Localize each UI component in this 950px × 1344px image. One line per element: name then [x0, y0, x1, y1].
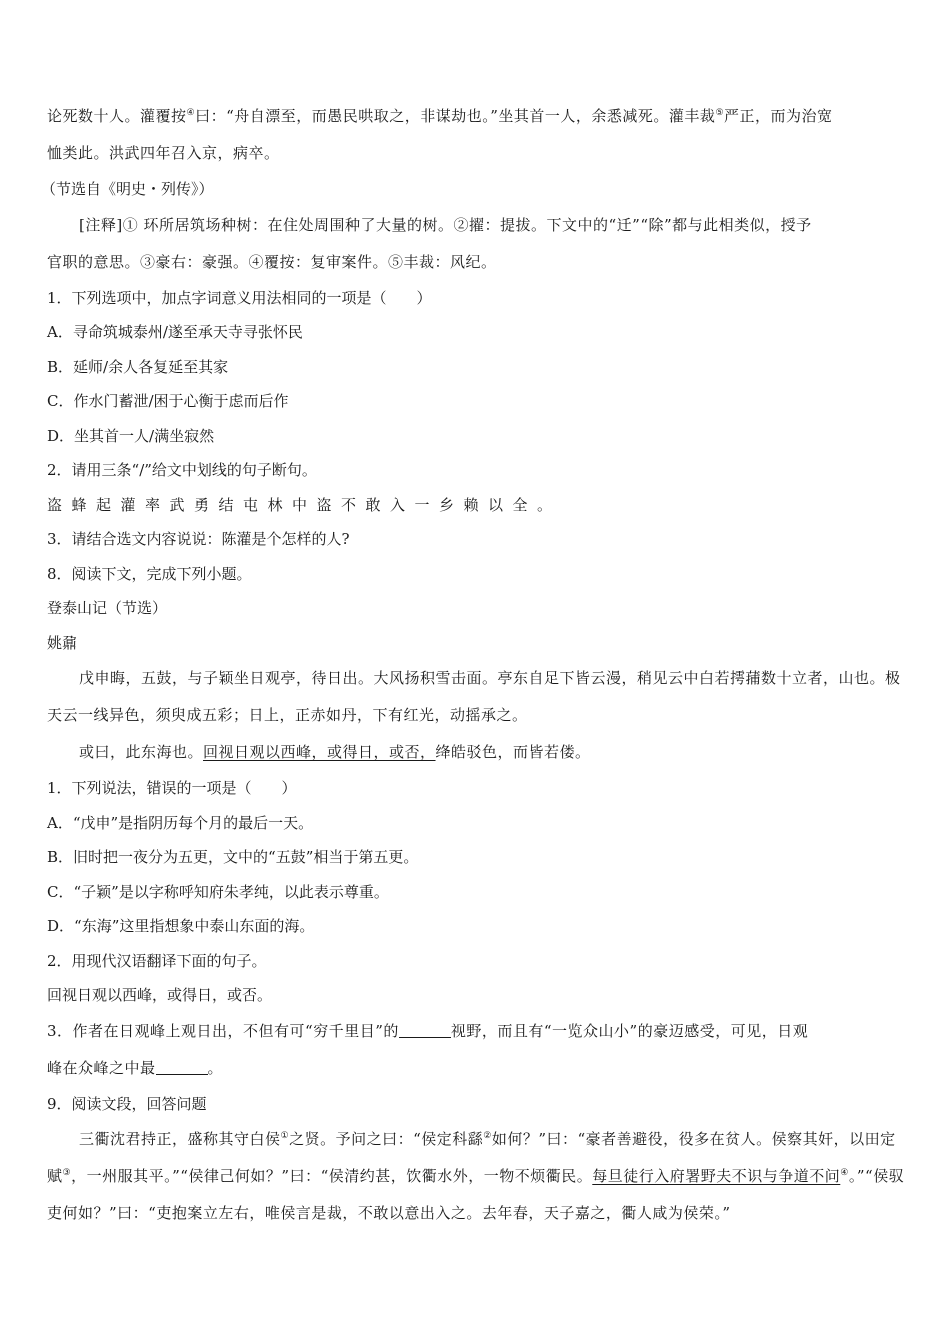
- question-stem: 1．下列选项中，加点字词意义用法相同的一项是（ ）: [47, 288, 432, 307]
- passage-source: （节选自《明史・列传》）: [41, 180, 214, 198]
- section-heading: 8．阅读下文，完成下列小题。: [47, 564, 252, 583]
- question-text: 峰在众峰之中最: [47, 1058, 156, 1077]
- option-d[interactable]: D．坐其首一人/满坐寂然: [47, 426, 215, 445]
- question-stem: 3．请结合选文内容说说：陈灌是个怎样的人?: [47, 530, 350, 548]
- option-d[interactable]: D．“东海”这里指想象中泰山东面的海。: [47, 917, 315, 935]
- punctuation-sentence: 盗蜂起灌率武勇结屯林中盗不敢入一乡赖以全。: [47, 495, 562, 514]
- option-a[interactable]: A．寻命筑城泰州/遂至承天寺寻张怀民: [47, 323, 303, 341]
- passage-paragraph: 戊申晦，五鼓，与子颖坐日观亭，待日出。大风扬积雪击面。亭东自足下皆云漫，稍见云中白若摴蒱数十立者，山也。极天云一线异色，须臾成五彩；日上，正赤如丹，下有红光，动摇承之。: [47, 669, 901, 724]
- question-stem: 2．用现代汉语翻译下面的句子。: [47, 951, 267, 970]
- notes-line: [注释]① 环所居筑场种树：在住处周围种了大量的树。②擢：提拔。下文中的“迁”“除”都与此相类似，授予: [79, 215, 812, 234]
- footnote-marker: ④: [186, 108, 196, 118]
- option-a[interactable]: A．“戊申”是指阴历每个月的最后一天。: [47, 813, 314, 832]
- document-page: [41, 98, 907, 1232]
- option-c[interactable]: C．“子颖”是以字称呼知府朱孝纯，以此表示尊重。: [47, 882, 389, 901]
- translate-sentence: 回视日观以西峰，或得日，或否。: [47, 986, 273, 1004]
- footnote-marker: ①: [280, 1131, 290, 1141]
- footnote-marker: ⑤: [715, 108, 725, 118]
- question-text: 视野，而且有“一览众山小”的豪迈感受，可见，日观: [450, 1021, 809, 1040]
- passage1-tail: [47, 98, 907, 172]
- passage-text: 论死数十人。灌覆按: [47, 107, 187, 125]
- fill-blank-question: [47, 1013, 907, 1087]
- underlined-sentence: 回视日观以西峰，或得日，或否，: [203, 743, 436, 761]
- passage-text: 三衢沈君持正，盛称其守白侯: [79, 1130, 281, 1148]
- passage-paragraph: [47, 734, 907, 771]
- footnote-marker: ④: [840, 1168, 849, 1178]
- footnote-marker: ③: [62, 1168, 72, 1178]
- passage-text: ，一州服其平。”“侯律己何如？”曰：“侯清约甚，饮衢水外，一物不烦衢民。: [71, 1167, 593, 1185]
- notes-line: 官职的意思。③豪右：豪强。④覆按：复审案件。⑤丰裁：风纪。: [47, 252, 497, 271]
- underlined-sentence: 每旦徒行入府署野夫不识与争道不问: [592, 1167, 841, 1185]
- passage-text: 曰：“舟自漂至，而愚民哄取之，非谋劫也。”坐其首一人，余悉减死。灌丰裁: [195, 107, 716, 125]
- question-text: 。: [207, 1058, 224, 1077]
- question-stem: 2．请用三条“/”给文中划线的句子断句。: [47, 461, 317, 479]
- passage-paragraph: [47, 1121, 911, 1232]
- passage-author: 姚鼐: [47, 633, 78, 652]
- passage-text: 之贤。予问之曰：“侯定科繇: [289, 1130, 484, 1148]
- option-b[interactable]: B．延师/余人各复延至其家: [47, 357, 229, 376]
- footnote-marker: ②: [483, 1131, 492, 1141]
- answer-blank[interactable]: [399, 1023, 451, 1038]
- option-b[interactable]: B．旧时把一夜分为五更，文中的“五鼓”相当于第五更。: [47, 848, 419, 866]
- section-heading: 9．阅读文段，回答问题: [47, 1094, 207, 1113]
- question-text: 3．作者在日观峰上观日出，不但有可“穷千里目”的: [47, 1021, 399, 1040]
- passage-text: 。”“侯驭吏何如？”曰：“吏抱案立左右，唯侯言是裁，不敢以意出入之。去年春，天子嘉之，衢人咸为侯荣。”: [47, 1167, 905, 1222]
- question-stem: 1．下列说法，错误的一项是（ ）: [47, 779, 297, 797]
- passage-text: 严正，而为治宽: [724, 107, 833, 125]
- passage-text: 如何？”曰：“豪者善避役，役多在贫人。侯察其奸，以田定赋: [47, 1130, 896, 1185]
- passage-title: 登泰山记（节选）: [47, 599, 168, 617]
- annotation-notes: [47, 207, 907, 281]
- answer-blank[interactable]: [156, 1060, 208, 1075]
- option-c[interactable]: C．作水门蓄泄/困于心衡于虑而后作: [47, 392, 289, 410]
- passage-text: 或曰，此东海也。: [79, 743, 204, 761]
- passage-text: 恤类此。洪武四年召入京，病卒。: [47, 144, 280, 162]
- passage-text: 绛皓驳色，而皆若偻。: [435, 743, 591, 761]
